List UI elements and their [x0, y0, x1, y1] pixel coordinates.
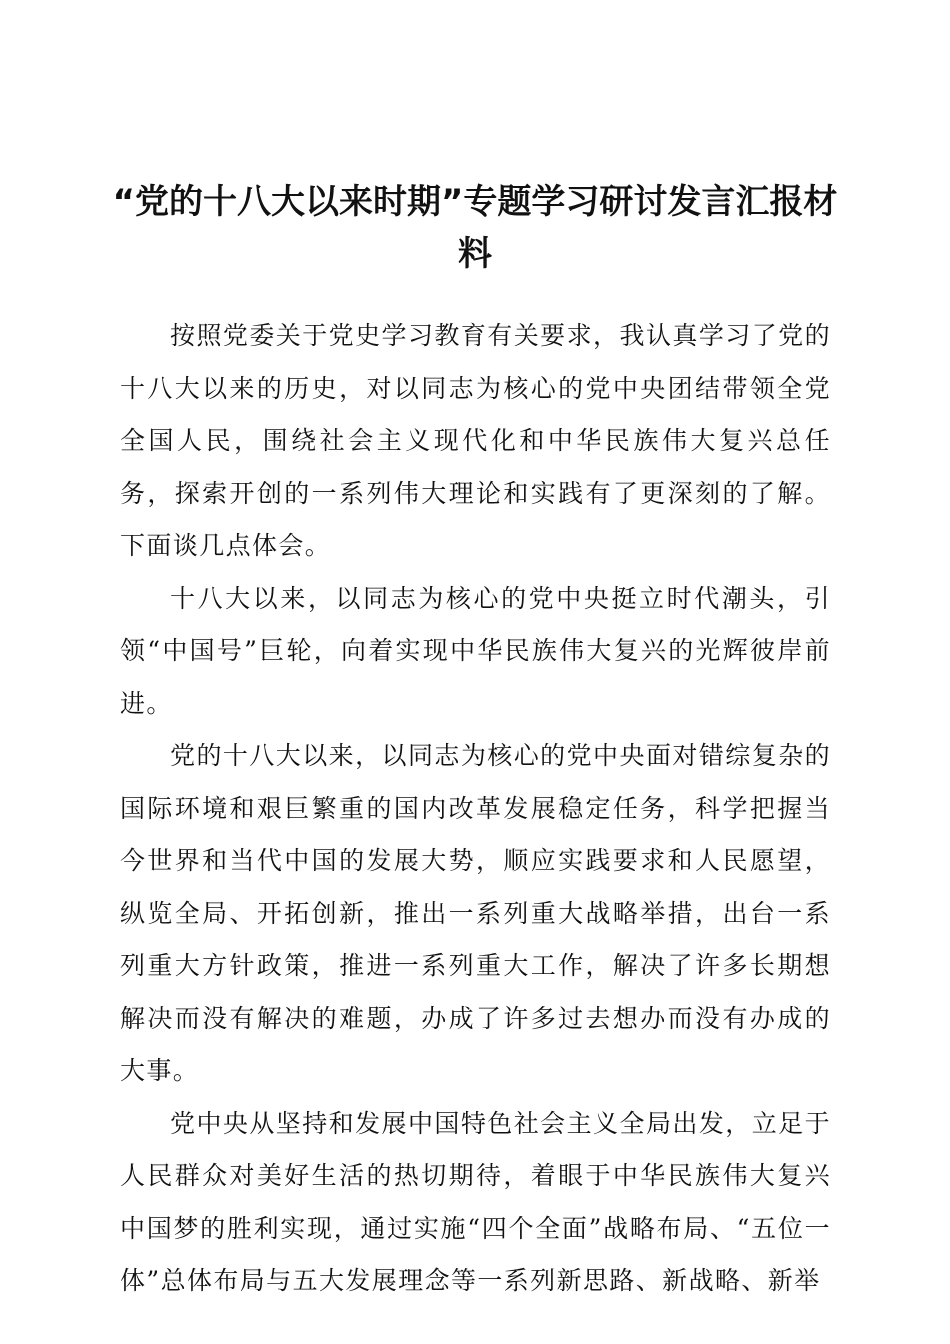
document-title: “党的十八大以来时期”专题学习研讨发言汇报材料 [112, 182, 838, 274]
document-body [120, 310, 831, 1308]
paragraph-2: 十八大以来，以同志为核心的党中央挺立时代潮头，引领“中国号”巨轮，向着实现中华民族伟大复兴的光辉彼岸前进。 [120, 583, 831, 718]
paragraph-3: 党的十八大以来，以同志为核心的党中央面对错综复杂的国际环境和艰巨繁重的国内改革发展稳定任务，科学把握当今世界和当代中国的发展大势，顺应实践要求和人民愿望，纵览全局、开拓创新，推出一系列重大战略举措，出台一系列重大方针政策，推进一系列重大工作，解决了许多长期想解决而没有解决的难题，办成了许多过去想办而没有办成的大事。 [120, 741, 831, 1085]
paragraph-4: 党中央从坚持和发展中国特色社会主义全局出发，立足于人民群众对美好生活的热切期待，着眼于中华民族伟大复兴中国梦的胜利实现，通过实施“四个全面”战略布局、“五位一体”总体布局与五大发展理念等一系列新思路、新战略、新举 [120, 1108, 831, 1295]
paragraph-intro: 按照党委关于党史学习教育有关要求，我认真学习了党的十八大以来的历史，对以同志为核心的党中央团结带领全党全国人民，围绕社会主义现代化和中华民族伟大复兴总任务，探索开创的一系列伟大理论和实践有了更深刻的了解。下面谈几点体会。 [120, 321, 831, 560]
